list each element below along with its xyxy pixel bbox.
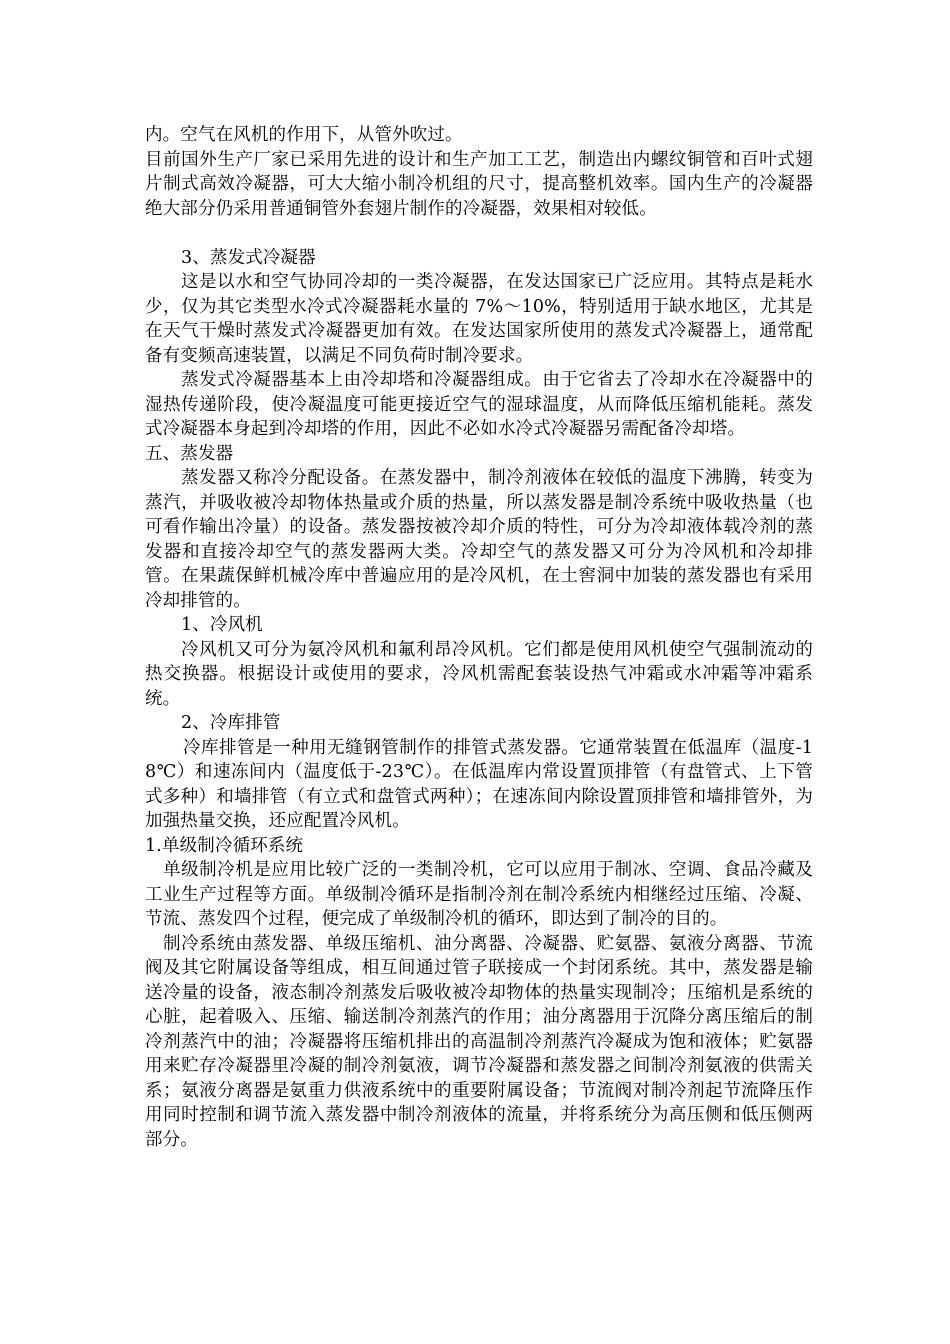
paragraph-air-cooler: 冷风机又可分为氨冷风机和氟利昂冷风机。它们都是使用风机使空气强制流动的热交换器。根据设计或使用的要求，冷风机需配套装设热气冲霜或水冲霜等冲霜系统。 xyxy=(145,639,813,709)
paragraph-evaporative-condenser-structure: 蒸发式冷凝器基本上由冷却塔和冷凝器组成。由于它省去了冷却水在冷凝器中的湿热传递阶段，使冷凝温度可能更接近空气的湿球温度，从而降低压缩机能耗。蒸发式冷凝器本身起到冷却塔的作用，因此不必如水冷式冷凝器另需配备冷却塔。 xyxy=(145,370,813,439)
heading-evaporative-condenser: 3、蒸发式冷凝器 xyxy=(181,247,316,268)
heading-single-stage-cycle: 1.单级制冷循环系统 xyxy=(145,835,304,856)
paragraph-single-stage-intro: 单级制冷机是应用比较广泛的一类制冷机，它可以应用于制冰、空调、食品冷藏及工业生产过程等方面。单级制冷循环是指制冷剂在制冷系统内相继经过压缩、冷凝、节流、蒸发四个过程，便完成了单级制冷机的循环，即达到了制冷的目的。 xyxy=(145,860,813,929)
paragraph-continuation: 内。空气在风机的作用下，从管外吹过。 xyxy=(145,125,463,145)
paragraph-system-components: 制冷系统由蒸发器、单级压缩机、油分离器、冷凝器、贮氨器、氨液分离器、节流阀及其它附属设备等组成，相互间通过管子联接成一个封闭系统。其中，蒸发器是输送冷量的设备，液态制冷剂蒸发后吸收被冷却物体的热量实现制冷；压缩机是系统的心脏，起着吸入、压缩、输送制冷剂蒸汽的作用；油分离器用于沉降分离压缩后的制冷剂蒸汽中的油；冷凝器将压缩机排出的高温制冷剂蒸汽冷凝成为饱和液体；贮氨器用来贮存冷凝器里冷凝的制冷剂氨液，调节冷凝器和蒸发器之间制冷剂氨液的供需关系；氨液分离器是氨重力供液系统中的重要附属设备；节流阀对制冷剂起节流降压作用同时控制和调节流入蒸发器中制冷剂液体的流量，并将系统分为高压侧和低压侧两部分。 xyxy=(145,933,813,1150)
paragraph-cold-storage-pipes: 冷库排管是一种用无缝钢管制作的排管式蒸发器。它通常装置在低温库（温度-18℃）和速冻间内（温度低于-23℃）。在低温库内常设置顶排管（有盘管式、上下管式多种）和墙排管（有立式和盘管式两种）；在速冻间内除设置顶排管和墙排管外，为加强热量交换，还应配置冷风机。 xyxy=(145,737,813,831)
heading-air-cooler: 1、冷风机 xyxy=(181,615,263,635)
document-body xyxy=(145,123,813,1152)
paragraph-foreign-condensers: 目前国外生产厂家已采用先进的设计和生产加工工艺，制造出内螺纹铜管和百叶式翅片制式高效冷凝器，可大大缩小制冷机组的尺寸，提高整机效率。国内生产的冷凝器绝大部分仍采用普通铜管外套翅片制作的冷凝器，效果相对较低。 xyxy=(145,149,813,219)
heading-cold-storage-pipes: 2、冷库排管 xyxy=(181,713,281,733)
paragraph-evaporator: 蒸发器又称冷分配设备。在蒸发器中，制冷剂液体在较低的温度下沸腾，转变为蒸汽，并吸收被冷却物体热量或介质的热量，所以蒸发器是制冷系统中吸收热量（也可看作输出冷量）的设备。蒸发器按被冷却介质的特性，可分为冷却液体载冷剂的蒸发器和直接冷却空气的蒸发器两大类。冷却空气的蒸发器又可分为冷风机和冷却排管。在果蔬保鲜机械冷库中普遍应用的是冷风机，在土窖洞中加装的蒸发器也有采用冷却排管的。 xyxy=(145,468,813,611)
paragraph-evaporative-condenser-intro: 这是以水和空气协同冷却的一类冷凝器，在发达国家已广泛应用。其特点是耗水少，仅为其它类型水冷式冷凝器耗水量的 7%～10%，特别适用于缺水地区，尤其是在天气干燥时蒸发式冷凝器更加有效。在发达国家所使用的蒸发式冷凝器上，通常配备有变频高速装置，以满足不同负荷时制冷要求。 xyxy=(145,272,813,366)
heading-evaporator: 五、蒸发器 xyxy=(145,443,234,464)
blank-line xyxy=(145,221,813,246)
